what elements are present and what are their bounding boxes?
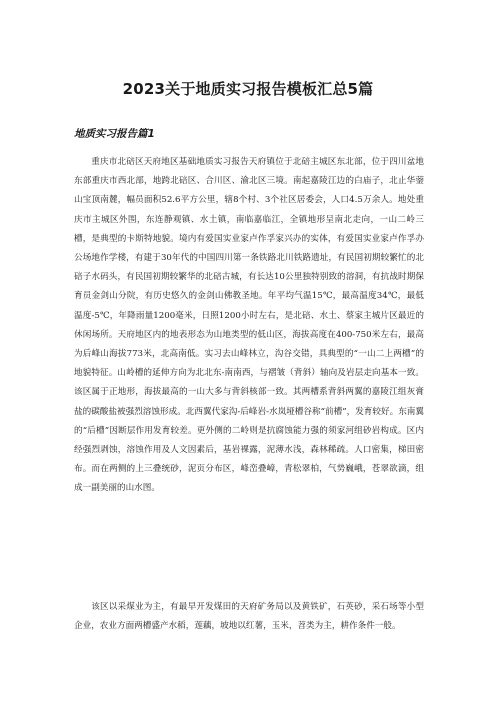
body-paragraph-2: 该区以采煤业为主，有最早开发煤田的天府矿务局以及黄铁矿，石英砂，采石场等小型企业，农业方面两槽盛产水稻，莲藕，坡地以红薯，玉米，苕类为主，耕作条件一般。 bbox=[74, 602, 424, 632]
document-title: 2023关于地质实习报告模板汇总5篇 bbox=[122, 80, 374, 98]
body-paragraph-1: 重庆市北碚区天府地区基础地质实习报告天府镇位于北碚主城区东北部，位于四川盆地东部重庆市西北部，地跨北碚区、合川区、渝北区三境。南起嘉陵江边的白庙子，北止华蓥山宝顶南麓，幅员面积52.6平方公里，辖8个村、3个社区居委会，人口4.5万余人。地处重庆市主城区外围，东连静观镇、水土镇，南临嘉临江，全镇地形呈南北走向，一山二岭三槽，是典型的卡斯特地貌。境内有爱国实业家卢作孚家兴办的实体，有爱国实业家卢作孚办公场地作学楼，有建于30年代的中国四川第一条铁路北川铁路遗址，有民国初期较繁忙的北碚子水码头，有民国初期较繁华的北碚古城，有长达10公里独特别致的溶洞，有抗战时期保育员金剑山分院，有历史悠久的金剑山佛教圣地。年平均气温15℃，最高温度34℃，最低温度-5℃，年降雨量1200毫米，日照1200小时左右，是北碚、水土、蔡家主城片区最近的休闲场所。天府地区内的地表形态为山地类型的低山区，海拔高度在400-750米左右，最高为后峰山海拔773米，北高南低。实习去山峰林立，沟谷交错，具典型的“一山二上两槽”的地貌特征。山岭槽的延伸方向为北北东-南南西，与褶皱（背斜）轴向及岩层走向基本一致。该区属于正地形，海拔最高的一山大多与背斜核部一致。其两槽系背斜两翼的嘉陵江组灰膏盐的碳酸盐被强烈溶蚀形成。北西翼代家沟-后峰岩-水岚垭槽谷称“前槽”，发育较好。东南翼的“后槽”因断层作用发育较差。更外侧的二岭则是抗腐蚀能力强的须家河组砂岩构成。区内经强烈剥蚀，溶蚀作用及人文因素后，基岩裸露，泥薄水浅，森林稀疏。人口密集，梯田密布。而在两侧的上三叠统砂，泥页分布区，峰峦叠嶂，青松翠柏，气势巍峨，苍翠欲滴，组成一副美丽的山水图。 bbox=[74, 157, 424, 494]
section-heading: 地质实习报告篇1 bbox=[74, 128, 155, 140]
